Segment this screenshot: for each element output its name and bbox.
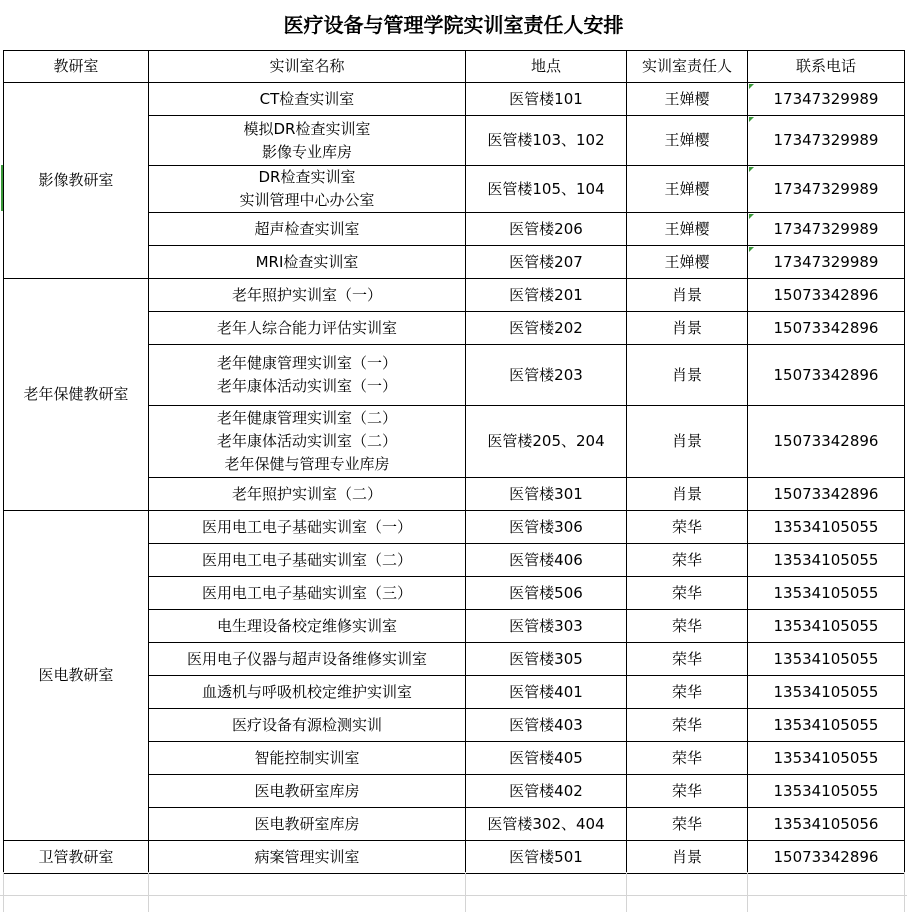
active-cell-marker: [1, 165, 3, 211]
room-name: 老年康体活动实训室（一）: [216, 377, 397, 395]
room-name: 智能控制实训室: [254, 748, 360, 767]
person-cell[interactable]: 王婵樱: [627, 213, 748, 246]
location-cell[interactable]: 医管楼501: [466, 841, 627, 874]
person-cell[interactable]: 王婵樱: [627, 83, 748, 116]
phone-cell[interactable]: 15073342896: [748, 841, 905, 874]
phone-cell[interactable]: 13534105055: [748, 709, 905, 742]
phone-cell[interactable]: 17347329989: [748, 116, 905, 166]
lab-responsibility-table: [3, 50, 905, 874]
department-cell[interactable]: 影像教研室: [4, 83, 149, 279]
phone-cell[interactable]: 13534105055: [748, 643, 905, 676]
room-name: 老年健康管理实训室（一）: [216, 354, 397, 372]
phone-cell[interactable]: 17347329989: [748, 83, 905, 116]
comment-marker-icon: [749, 167, 754, 172]
table-row: [4, 279, 905, 312]
location-cell[interactable]: 医管楼402: [466, 775, 627, 808]
room-name-cell[interactable]: [149, 511, 466, 544]
header-department[interactable]: 教研室: [4, 51, 149, 83]
person-cell[interactable]: 荣华: [627, 676, 748, 709]
person-cell[interactable]: 王婵樱: [627, 246, 748, 279]
table-row: [4, 841, 905, 874]
room-name-cell[interactable]: [149, 478, 466, 511]
person-cell[interactable]: 荣华: [627, 709, 748, 742]
location-cell[interactable]: 医管楼206: [466, 213, 627, 246]
room-name: 老年人综合能力评估实训室: [216, 318, 397, 337]
room-name-cell[interactable]: [149, 775, 466, 808]
table-row: [4, 511, 905, 544]
room-name-cell[interactable]: [149, 406, 466, 478]
person-cell[interactable]: 肖景: [627, 312, 748, 345]
location-cell[interactable]: 医管楼202: [466, 312, 627, 345]
phone-cell[interactable]: 17347329989: [748, 246, 905, 279]
location-cell[interactable]: 医管楼101: [466, 83, 627, 116]
room-name-cell[interactable]: [149, 116, 466, 166]
room-name: 超声检查实训室: [254, 219, 360, 238]
room-name: 老年照护实训室（二）: [231, 484, 382, 503]
phone-cell[interactable]: 13534105055: [748, 511, 905, 544]
room-name: 老年照护实训室（一）: [231, 285, 382, 304]
person-cell[interactable]: 荣华: [627, 577, 748, 610]
comment-marker-icon: [749, 117, 754, 122]
person-cell[interactable]: 荣华: [627, 610, 748, 643]
location-cell[interactable]: 医管楼401: [466, 676, 627, 709]
room-name: 医用电工电子基础实训室（二）: [201, 550, 412, 569]
phone-cell[interactable]: 15073342896: [748, 279, 905, 312]
location-cell[interactable]: 医管楼403: [466, 709, 627, 742]
room-name-cell[interactable]: [149, 742, 466, 775]
room-name: 医电教研室库房: [254, 814, 360, 833]
phone-cell[interactable]: 15073342896: [748, 406, 905, 478]
location-cell[interactable]: 医管楼306: [466, 511, 627, 544]
sheet-title: 医疗设备与管理学院实训室责任人安排: [283, 13, 624, 37]
comment-marker-icon: [749, 84, 754, 89]
location-cell[interactable]: 医管楼103、102: [466, 116, 627, 166]
location-cell[interactable]: 医管楼201: [466, 279, 627, 312]
room-name-cell[interactable]: [149, 83, 466, 116]
room-name-cell[interactable]: [149, 345, 466, 406]
location-cell[interactable]: 医管楼105、104: [466, 166, 627, 213]
department-cell[interactable]: 老年保健教研室: [4, 279, 149, 511]
person-cell[interactable]: 肖景: [627, 406, 748, 478]
phone-cell[interactable]: 13534105055: [748, 676, 905, 709]
header-room-name[interactable]: 实训室名称: [149, 51, 466, 83]
room-name: 模拟DR检查实训室: [243, 119, 371, 138]
comment-marker-icon: [749, 247, 754, 252]
room-name-cell[interactable]: [149, 610, 466, 643]
room-name-cell[interactable]: [149, 676, 466, 709]
room-name: CT检查实训室: [259, 89, 355, 108]
person-cell[interactable]: 荣华: [627, 775, 748, 808]
person-cell[interactable]: 肖景: [627, 478, 748, 511]
phone-cell[interactable]: 13534105055: [748, 775, 905, 808]
person-cell[interactable]: 肖景: [627, 279, 748, 312]
phone-cell[interactable]: 13534105055: [748, 742, 905, 775]
room-name: 医用电工电子基础实训室（三）: [201, 583, 412, 602]
phone-cell[interactable]: 13534105055: [748, 610, 905, 643]
room-name-cell[interactable]: [149, 246, 466, 279]
room-name: 医疗设备有源检测实训: [231, 715, 382, 734]
person-cell[interactable]: 肖景: [627, 345, 748, 406]
phone-cell[interactable]: 15073342896: [748, 312, 905, 345]
person-cell[interactable]: 肖景: [627, 841, 748, 874]
phone-cell[interactable]: 13534105055: [748, 577, 905, 610]
room-name-cell[interactable]: [149, 213, 466, 246]
room-name: 医用电子仪器与超声设备维修实训室: [186, 649, 427, 668]
room-name: 老年康体活动实训室（二）: [216, 432, 397, 450]
room-name: 老年保健与管理专业库房: [224, 455, 390, 473]
room-name-cell[interactable]: [149, 544, 466, 577]
person-cell[interactable]: 荣华: [627, 544, 748, 577]
person-cell[interactable]: 荣华: [627, 511, 748, 544]
phone-cell[interactable]: 17347329989: [748, 213, 905, 246]
phone-cell[interactable]: 13534105055: [748, 544, 905, 577]
header-phone[interactable]: 联系电话: [748, 51, 905, 83]
person-cell[interactable]: 王婵樱: [627, 116, 748, 166]
room-name-cell[interactable]: [149, 841, 466, 874]
location-cell[interactable]: 医管楼207: [466, 246, 627, 279]
room-name: 医用电工电子基础实训室（一）: [201, 517, 412, 536]
table-row: [4, 83, 905, 116]
phone-cell[interactable]: 15073342896: [748, 345, 905, 406]
location-cell[interactable]: 医管楼203: [466, 345, 627, 406]
room-name: 实训管理中心办公室: [239, 191, 375, 209]
room-name: MRI检查实训室: [255, 252, 359, 271]
person-cell[interactable]: 荣华: [627, 742, 748, 775]
room-name: DR检查实训室: [258, 168, 356, 186]
location-cell[interactable]: 医管楼506: [466, 577, 627, 610]
location-cell[interactable]: 医管楼406: [466, 544, 627, 577]
phone-cell[interactable]: 13534105056: [748, 808, 905, 841]
location-cell[interactable]: 医管楼205、204: [466, 406, 627, 478]
header-row: [4, 51, 905, 83]
location-cell[interactable]: 医管楼301: [466, 478, 627, 511]
room-name: 影像专业库房: [261, 142, 352, 161]
location-cell[interactable]: 医管楼302、404: [466, 808, 627, 841]
room-name: 电生理设备校定维修实训室: [216, 616, 397, 635]
room-name-cell[interactable]: [149, 166, 466, 213]
location-cell[interactable]: 医管楼405: [466, 742, 627, 775]
person-cell[interactable]: 王婵樱: [627, 166, 748, 213]
room-name: 病案管理实训室: [254, 847, 360, 866]
department-cell[interactable]: 卫管教研室: [4, 841, 149, 874]
room-name-cell[interactable]: [149, 279, 466, 312]
phone-cell[interactable]: 17347329989: [748, 166, 905, 213]
department-cell[interactable]: 医电教研室: [4, 511, 149, 841]
room-name-cell[interactable]: [149, 808, 466, 841]
room-name: 医电教研室库房: [254, 781, 360, 800]
header-location[interactable]: 地点: [466, 51, 627, 83]
location-cell[interactable]: 医管楼305: [466, 643, 627, 676]
room-name-cell[interactable]: [149, 577, 466, 610]
room-name-cell[interactable]: [149, 312, 466, 345]
person-cell[interactable]: 荣华: [627, 808, 748, 841]
location-cell[interactable]: 医管楼303: [466, 610, 627, 643]
header-person[interactable]: 实训室责任人: [627, 51, 748, 83]
room-name: 血透机与呼吸机校定维护实训室: [201, 682, 412, 701]
phone-cell[interactable]: 15073342896: [748, 478, 905, 511]
empty-grid-area: [0, 872, 907, 912]
room-name-cell[interactable]: [149, 709, 466, 742]
person-cell[interactable]: 荣华: [627, 643, 748, 676]
comment-marker-icon: [749, 214, 754, 219]
room-name-cell[interactable]: [149, 643, 466, 676]
room-name: 老年健康管理实训室（二）: [216, 409, 397, 427]
